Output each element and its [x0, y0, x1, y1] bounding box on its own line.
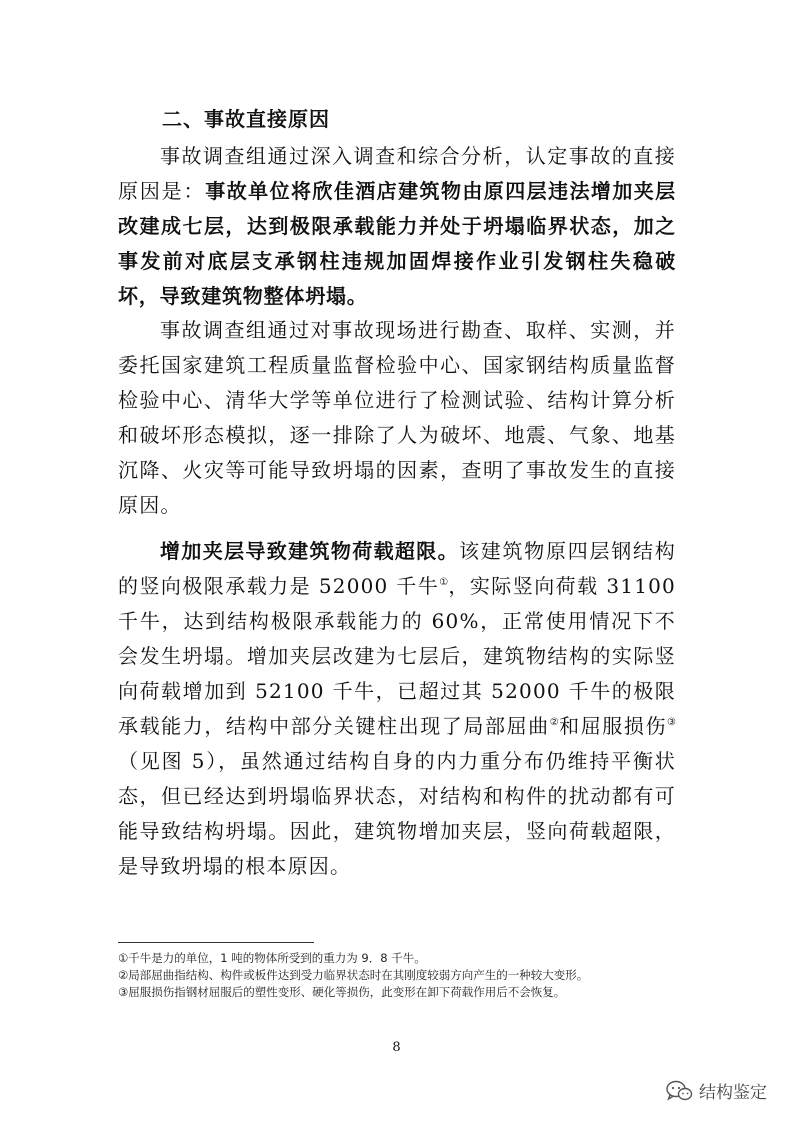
footnote-ref-1: ① — [439, 577, 449, 588]
footnote-1: ①千牛是力的单位，1 吨的物体所受到的重力为 9．8 千牛。 — [118, 951, 426, 965]
footnote-ref-3: ③ — [667, 717, 677, 728]
paragraph-direct-cause — [118, 139, 676, 314]
paragraph-lead-text: 事故调查组通过深入调查和综合分析，认定事故的直接原因是： — [118, 144, 676, 203]
footnote-2: ②局部屈曲指结构、构件或板件达到受力临界状态时在其刚度较弱方向产生的一种较大变形。 — [118, 968, 589, 982]
section-heading: 二、事故直接原因 — [162, 107, 330, 131]
watermark-text: 结构鉴定 — [699, 1083, 767, 1103]
paragraph-text-2: ，实际竖向荷载 31100 千牛，达到结构极限承载能力的 60%，正常使用情况下不会发生坍塌。增加夹层改建为七层后，建筑物结构的实际竖向荷载增加到 52100 千牛，已超过其 52000 千牛的极限承载能力，结构中部分关键柱出现了局部屈曲 — [118, 574, 676, 738]
page-number: 8 — [392, 1040, 401, 1055]
paragraph-text-1: 该建筑物原四层钢结构的竖向极限承载力是 52000 千牛 — [118, 539, 677, 598]
footnote-3: ③屈服损伤指钢材屈服后的塑性变形、硬化等损伤，此变形在卸下荷载作用后不会恢复。 — [118, 985, 566, 999]
paragraph-bold-conclusion: 事故单位将欣佳酒店建筑物由原四层违法增加夹层改建成七层，达到极限承载能力并处于坍塌临界状态，加之事发前对底层支承钢柱违规加固焊接作业引发钢柱失稳破坏，导致建筑物整体坍塌。 — [118, 179, 676, 308]
footnote-ref-2: ② — [549, 717, 560, 728]
paragraph-load-exceeded — [118, 534, 676, 884]
watermark — [665, 1078, 767, 1103]
paragraph-investigation: 事故调查组通过对事故现场进行勘查、取样、实测，并委托国家建筑工程质量监督检验中心、国家钢结构质量监督检验中心、清华大学等单位进行了检测试验、结构计算分析和破坏形态模拟，逐一排除了人为破坏、地震、气象、地基沉降、火灾等可能导致坍塌的因素，查明了事故发生的直接原因。 — [118, 318, 676, 517]
wechat-icon — [665, 1080, 693, 1102]
paragraph-bold-title: 增加夹层导致建筑物荷载超限。 — [160, 539, 459, 563]
footnotes — [118, 950, 678, 1001]
footnote-divider — [118, 942, 314, 943]
paragraph-text-4: （见图 5），虽然通过结构自身的内力重分布仍维持平衡状态，但已经达到坍塌临界状态，对结构和构件的扰动都有可能导致结构坍塌。因此，建筑物增加夹层，竖向荷载超限，是导致坍塌的根本原因。 — [118, 749, 676, 878]
paragraph-text-3: 和屈服损伤 — [559, 714, 668, 738]
